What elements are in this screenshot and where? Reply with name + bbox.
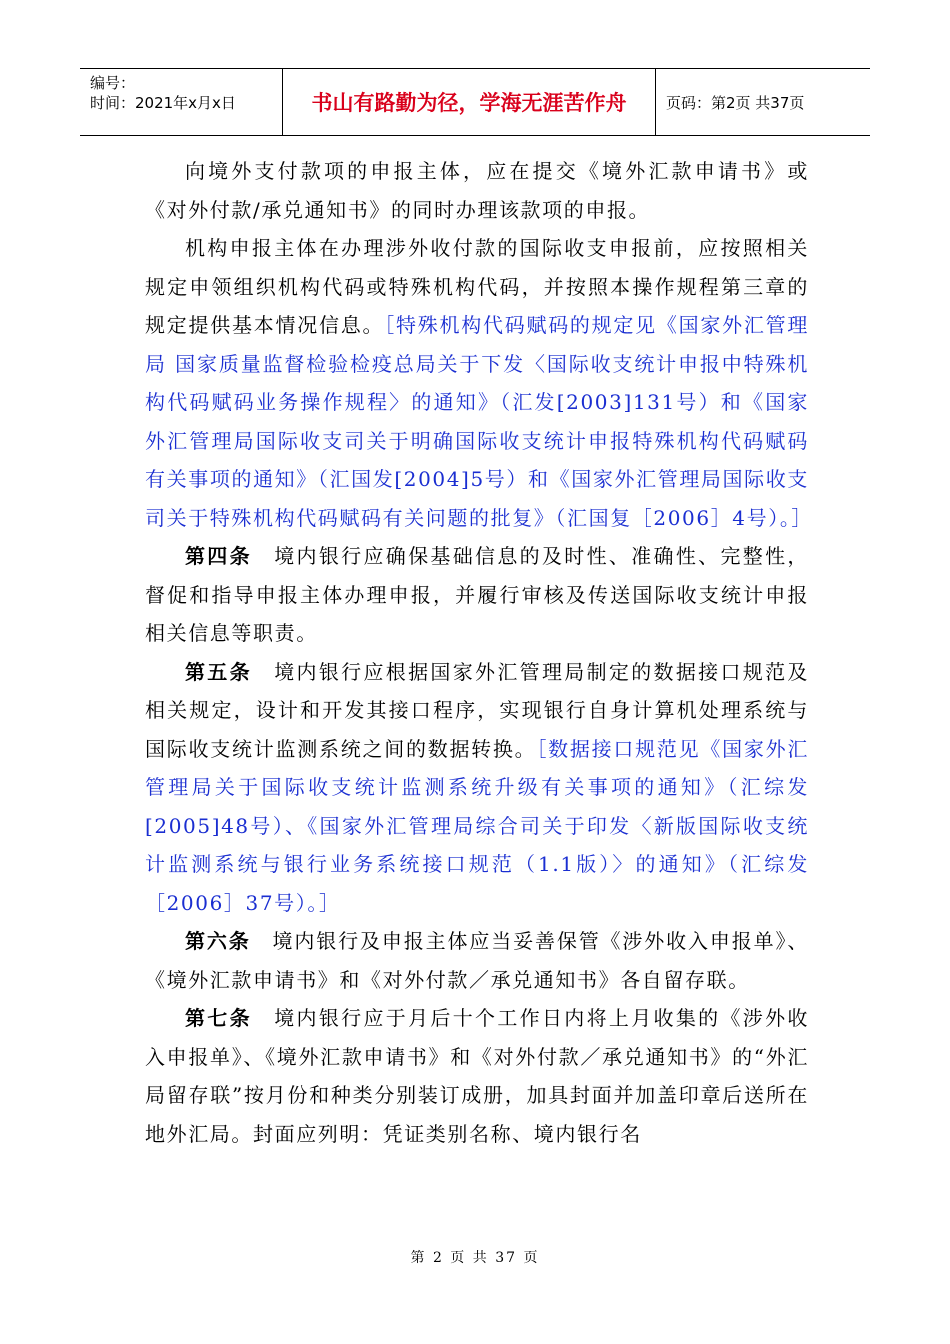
paragraph bbox=[145, 229, 814, 537]
reference-note: ［特殊机构代码赋码的规定见《国家外汇管理局 国家质量监督检验检疫总局关于下发〈国际收支统计申报中特殊机构代码赋码业务操作规程〉的通知》（汇发[2003]131号）和《国家外汇管理局国际收支司关于明确国际收支统计申报特殊机构代码赋码有关事项的通知》（汇国发[2004]5号）和《国家外汇管理局国际收支司关于特殊机构代码赋码有关问题的批复》（汇国复［2006］4号）。］ bbox=[145, 313, 814, 530]
paragraph bbox=[145, 537, 809, 653]
paragraph bbox=[145, 922, 809, 999]
header-meta bbox=[80, 69, 283, 135]
paragraph bbox=[145, 999, 809, 1153]
page-header bbox=[80, 68, 870, 136]
time-label: 时间：2021年x月x日 bbox=[90, 94, 236, 112]
article-heading: 第四条 bbox=[185, 544, 252, 568]
paragraph-text: 机构申报主体在办理涉外收付款的国际收支申报前，应按照相关规定申领组织机构代码或特殊机构代码，并按照本操作规程第三章的规定提供基本情况信息。 bbox=[145, 236, 809, 337]
paragraph-text: 境内银行应于月后十个工作日内将上月收集的《涉外收入申报单》、《境外汇款申请书》和《对外付款／承兑通知书》的“外汇局留存联”按月份和种类分别装订成册，加具封面并加盖印章后送所在地外汇局。封面应列明：凭证类别名称、境内银行名 bbox=[145, 1006, 809, 1146]
paragraph-text: 境内银行应根据国家外汇管理局制定的数据接口规范及相关规定，设计和开发其接口程序，实现银行自身计算机处理系统与国际收支统计监测系统之间的数据转换。 bbox=[145, 659, 809, 761]
document-body bbox=[145, 152, 814, 1153]
paragraph-text: 境内银行应确保基础信息的及时性、准确性、完整性，督促和指导申报主体办理申报，并履行审核及传送国际收支统计申报相关信息等职责。 bbox=[145, 544, 809, 645]
page-footer: 第 2 页 共 37 页 bbox=[410, 1250, 540, 1266]
header-motto: 书山有路勤为径，学海无涯苦作舟 bbox=[283, 69, 656, 135]
paragraph bbox=[145, 152, 809, 229]
number-label: 编号： bbox=[90, 74, 136, 92]
reference-note: ［数据接口规范见《国家外汇管理局关于国际收支统计监测系统升级有关事项的通知》（汇综发[2005]48号）、《国家外汇管理局综合司关于印发〈新版国际收支统计监测系统与银行业务系统接口规范（1.1版）〉的通知》（汇综发［2006］37号）。］ bbox=[145, 736, 809, 915]
paragraph-text: 向境外支付款项的申报主体，应在提交《境外汇款申请书》或《对外付款/承兑通知书》的同时办理该款项的申报。 bbox=[145, 159, 809, 222]
article-heading: 第五条 bbox=[185, 659, 252, 684]
article-heading: 第七条 bbox=[185, 1006, 252, 1030]
header-page-info: 页码：第2页 共37页 bbox=[666, 93, 805, 112]
paragraph bbox=[145, 653, 809, 923]
article-heading: 第六条 bbox=[185, 929, 251, 953]
paragraph-text: 境内银行及申报主体应当妥善保管《涉外收入申报单》、《境外汇款申请书》和《对外付款／承兑通知书》各自留存联。 bbox=[145, 929, 809, 992]
